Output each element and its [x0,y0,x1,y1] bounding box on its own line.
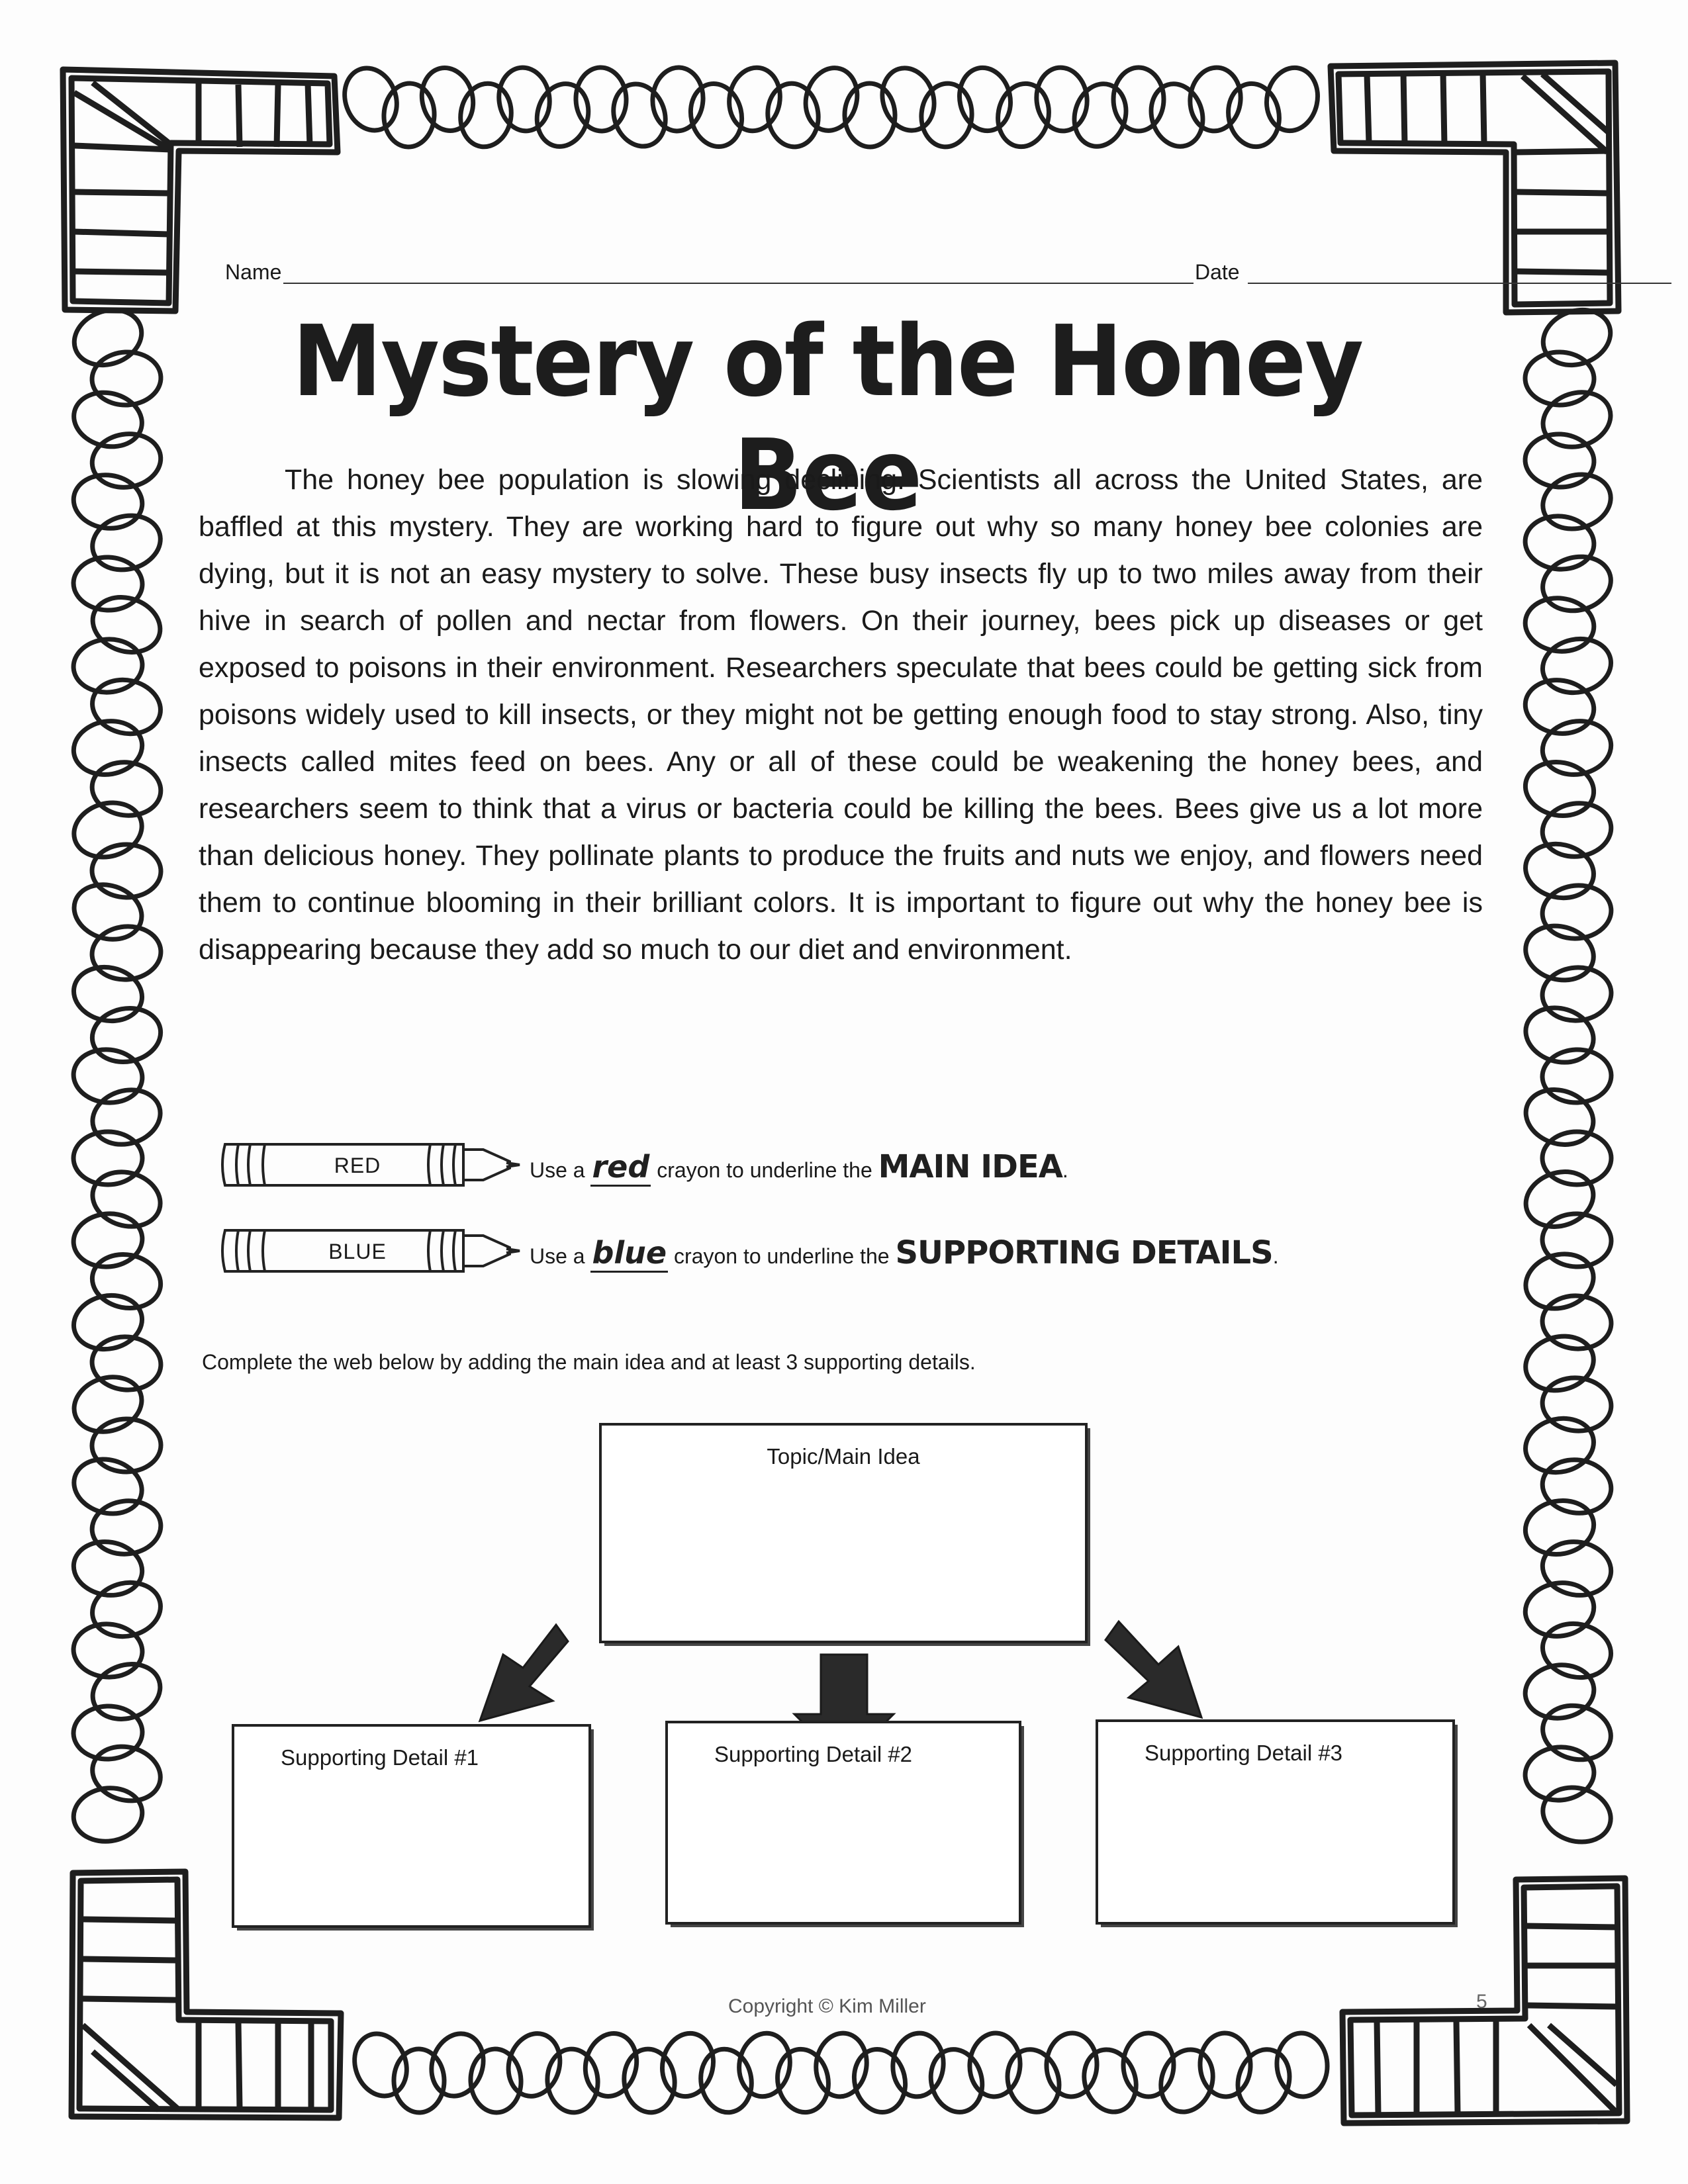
border-ring [346,2026,415,2103]
supporting-detail-box-2[interactable] [665,1721,1021,1925]
border-ring [1519,1081,1601,1154]
date-label: Date [1195,260,1240,284]
border-ring [69,961,147,1027]
border-ring [874,62,942,138]
border-ring [73,1705,144,1760]
handwritten-color-word: red [590,1149,651,1187]
border-ring [1538,633,1616,699]
border-ring [924,2044,989,2118]
border-ring [1521,1495,1598,1560]
border-ring [1152,2042,1221,2119]
border-ring [798,62,865,136]
border-ring [393,2048,445,2113]
border-ring [812,2030,871,2100]
main-idea-label: Topic/Main Idea [767,1444,920,1469]
name-date-row [225,255,1450,295]
border-ring [67,1369,149,1440]
instruction-text: Use a red crayon to underline the MAIN IDEA. [530,1148,1068,1185]
border-ring [87,1249,165,1314]
border-ring [73,556,144,612]
supporting-detail-label: Supporting Detail #2 [714,1742,913,1766]
name-field[interactable] [283,283,1194,284]
border-ring [530,78,595,152]
border-ring [456,80,516,151]
border-ring [1538,716,1615,780]
border-ring [501,2027,567,2102]
border-ring [773,2045,834,2117]
border-ring [1519,1246,1601,1317]
arrow-to-detail-1 [480,1625,568,1721]
border-ring [684,79,748,152]
border-ring [1536,1780,1617,1850]
border-ring [87,1003,165,1068]
arrow-to-detail-3 [1105,1621,1201,1717]
border-ring [605,77,673,154]
page-title: Mystery of the Honey Bee [292,304,1363,532]
main-idea-box[interactable] [599,1423,1088,1643]
border-ring [85,1655,167,1728]
border-ring [86,1739,166,1808]
border-ring [848,2044,912,2118]
border-ring [1538,1537,1615,1601]
border-ring [1538,1617,1616,1684]
border-ring [1000,2043,1067,2118]
border-ring [68,1451,148,1522]
border-ring [657,2028,719,2101]
date-field[interactable] [1248,283,1671,284]
border-ring [1519,1000,1601,1071]
border-ring [336,61,405,138]
border-ring [69,1289,147,1355]
border-ring [68,795,148,865]
border-ring [579,2028,643,2102]
target-label: MAIN IDEA [878,1148,1062,1185]
border-ring [1261,63,1323,136]
target-label: SUPPORTING DETAILS [895,1234,1273,1271]
border-ring [724,64,785,135]
supporting-detail-box-1[interactable] [232,1724,591,1928]
border-ring [1536,384,1618,455]
crayon-label: RED [334,1154,381,1177]
border-ring [67,876,149,948]
border-ring [1542,1132,1611,1185]
instruction-text: Use a blue crayon to underline the SUPPORTING DETAILS. [530,1234,1279,1271]
border-ring [1537,1699,1617,1767]
border-ring [1231,2043,1297,2118]
supporting-detail-label: Supporting Detail #1 [281,1745,479,1770]
handwritten-color-word: blue [590,1235,668,1273]
border-ring [1520,1412,1599,1479]
crayon-instruction-blue [218,1221,1410,1281]
border-ring [86,1164,167,1235]
border-ring [1521,675,1597,738]
border-ring [1144,77,1211,153]
border-ring [87,1576,165,1643]
border-ring [575,67,627,132]
border-ring [1521,1578,1597,1641]
reading-passage: The honey bee population is slowing declining. Scientists all across the United States, are baffled at this mystery. They are working hard to figure out why so many honey bee colonies are dying, but it is not an easy mystery to solve. These busy insects fly up to two miles away from their hive in search of pollen and nectar from flowers. On their journey, bees pick up diseases or get exposed to poisons in their environment. Researchers speculate that bees could be getting sick from poisons widely used to kill insects, or they might not be getting enough food to stay strong. Also, tiny insects called mites feed on bees. Any or all of these could be weakening the honey bees, and researchers seem to think that a virus or bacteria could be killing the bees. Bees give us a lot more than delicious honey. They pollinate plants to produce the fruits and nuts we enjoy, and flowers need them to continue blooming in their brilliant colors. It is important to figure out why the honey bee is disappearing because they add so much to our diet and environment. [199,464,1483,966]
border-ring [993,79,1055,152]
border-ring [1519,919,1599,987]
border-ring [1519,1329,1599,1398]
supporting-detail-label: Supporting Detail #3 [1145,1741,1343,1765]
copyright-text: Copyright © Kim Miller [728,1995,926,2017]
border-ring [1275,2031,1330,2098]
border-ring [1520,837,1599,904]
border-ring [87,673,165,740]
border-ring [1521,756,1598,821]
border-ring [1113,68,1164,131]
supporting-detail-box-3[interactable] [1096,1719,1455,1925]
crayon-label: BLUE [328,1240,387,1263]
border-ring [86,508,166,577]
border-ring [85,588,167,661]
crayon-instruction-red [218,1135,1344,1195]
border-ring [1223,79,1285,152]
border-ring [416,62,480,136]
border-ring [954,63,1016,136]
page-number: 5 [1476,1991,1487,2013]
border-ring [424,2027,491,2103]
border-ring [764,81,821,150]
border-ring [1076,2042,1144,2119]
border-ring [696,2046,756,2116]
web-instruction: Complete the web below by adding the main idea and at least 3 supporting details. [202,1350,976,1374]
border-ring [734,2029,795,2101]
border-ring [1067,77,1134,153]
name-label: Name [225,260,282,284]
border-ring [1536,467,1617,537]
border-ring [86,1082,167,1153]
border-ring [1537,550,1617,618]
border-ring [1519,1163,1601,1236]
border-ring [68,386,148,454]
